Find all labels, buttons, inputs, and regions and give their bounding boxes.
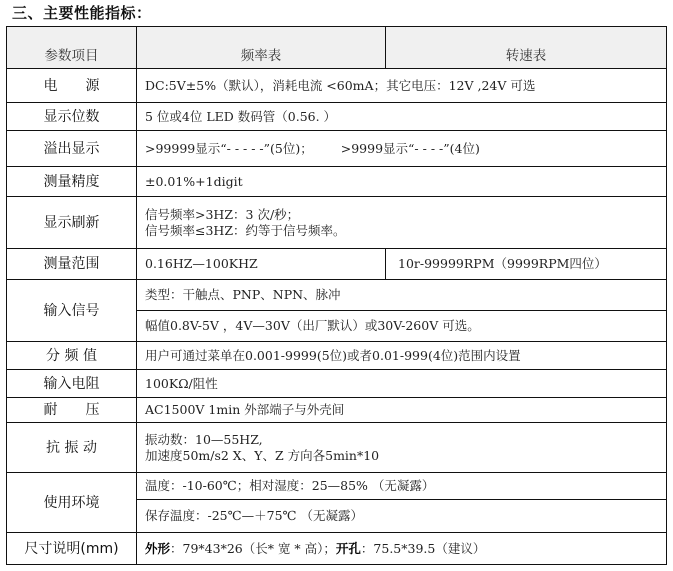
- table-row: [7, 342, 667, 370]
- table-row: [7, 473, 667, 500]
- row-value-range-frequency: 0.16HZ—100KHZ: [137, 249, 386, 280]
- row-label-overflow: 溢出显示: [7, 131, 137, 167]
- overflow-4digit: >9999显示“- - - -”(4位): [340, 140, 480, 156]
- row-label-power: 电 源: [7, 69, 137, 103]
- row-label-input-signal: 输入信号: [7, 280, 137, 342]
- table-row: [7, 398, 667, 423]
- row-value-refresh: [137, 197, 667, 249]
- table-row: [7, 103, 667, 131]
- table-row: [7, 69, 667, 103]
- refresh-line-1: 信号频率>3HZ：3 次/秒；: [145, 206, 300, 222]
- row-value-signal-type: 类型：干触点、PNP、NPN、脉冲: [137, 280, 667, 311]
- row-value-operating-temp: 温度：-10-60℃；相对湿度：25—85% （无凝露）: [137, 473, 667, 500]
- row-value-input-resistance: 100KΩ/阻性: [137, 370, 667, 398]
- table-row: [7, 280, 667, 311]
- table-header-row: [7, 27, 667, 69]
- row-value-withstand-voltage: AC1500V 1min 外部端子与外壳间: [137, 398, 667, 423]
- row-value-vibration: [137, 423, 667, 473]
- section-heading: 三、主要性能指标：: [12, 4, 152, 22]
- row-value-range-rpm: 10r-99999RPM（9999RPM四位）: [386, 249, 667, 280]
- header-frequency-meter: 频率表: [137, 27, 386, 69]
- refresh-line-2: 信号频率≤3HZ：约等于信号频率。: [145, 222, 346, 238]
- row-label-accuracy: 测量精度: [7, 167, 137, 197]
- shape-label: 外形: [145, 540, 171, 556]
- row-label-digits: 显示位数: [7, 103, 137, 131]
- spec-table: [6, 26, 667, 565]
- shape-value: ：79*43*26（长* 宽 * 高）；: [170, 540, 336, 556]
- header-tachometer: 转速表: [386, 27, 667, 69]
- vibration-line-1: 振动数：10—55HZ,: [145, 431, 263, 447]
- row-value-signal-amplitude: 幅值0.8V-5V ，4V—30V（出厂默认）或30V-260V 可选。: [137, 311, 667, 342]
- row-label-withstand-voltage: 耐 压: [7, 398, 137, 423]
- row-label-dimensions: 尺寸说明(mm): [7, 533, 137, 565]
- row-label-range: 测量范围: [7, 249, 137, 280]
- row-value-dimensions: [137, 533, 667, 565]
- row-label-refresh: 显示刷新: [7, 197, 137, 249]
- row-label-input-resistance: 输入电阻: [7, 370, 137, 398]
- table-row: [7, 370, 667, 398]
- row-value-storage-temp: 保存温度：-25℃—＋75℃ （无凝露）: [137, 500, 667, 533]
- table-row: [7, 167, 667, 197]
- row-value-accuracy: ±0.01%+1digit: [137, 167, 667, 197]
- row-value-divider: 用户可通过菜单在0.001-9999(5位)或者0.01-999(4位)范围内设置: [137, 342, 667, 370]
- row-value-digits: 5 位或4位 LED 数码管（0.56. ）: [137, 103, 667, 131]
- row-label-environment: 使用环境: [7, 473, 137, 533]
- table-row: [7, 197, 667, 249]
- row-value-overflow: [137, 131, 667, 167]
- table-row: [7, 249, 667, 280]
- hole-value: ：75.5*39.5（建议）: [360, 540, 486, 556]
- row-label-divider: 分 频 值: [7, 342, 137, 370]
- header-param: 参数项目: [7, 27, 137, 69]
- table-row: [7, 131, 667, 167]
- overflow-5digit: >99999显示“- - - - -”(5位)；: [145, 140, 313, 156]
- row-value-power: DC:5V±5%（默认），消耗电流 <60mA；其它电压：12V ,24V 可选: [137, 69, 667, 103]
- table-row: [7, 533, 667, 565]
- hole-label: 开孔: [335, 540, 361, 556]
- row-label-vibration: 抗 振 动: [7, 423, 137, 473]
- vibration-line-2: 加速度50m/s2 X、Y、Z 方向各5min*10: [145, 447, 380, 463]
- table-row: [7, 423, 667, 473]
